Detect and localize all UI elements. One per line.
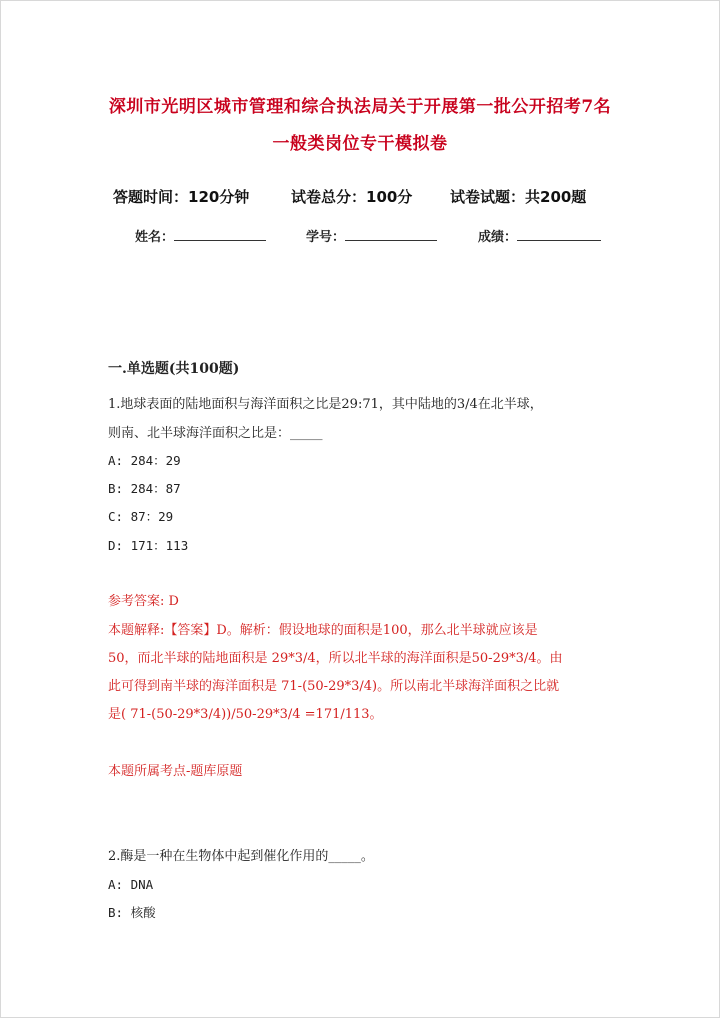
question-1-option-c: C: 87：29	[108, 509, 174, 524]
question-1-option-d: D: 171：113	[108, 538, 189, 553]
score-field	[478, 228, 601, 247]
question-1-explanation-line1: 本题解释:【答案】D。解析：假设地球的面积是100，那么北半球就应该是	[108, 623, 538, 638]
question-1-option-b: B: 284：87	[108, 481, 181, 496]
question-1-option-a: A: 284：29	[108, 453, 181, 468]
section-title: 一.单选题(共100题)	[108, 361, 240, 377]
id-blank[interactable]	[345, 228, 437, 241]
score-label: 成绩：	[478, 230, 518, 245]
name-field	[135, 228, 266, 247]
question-2-option-b: B: 核酸	[108, 905, 156, 920]
question-1-explanation-line2: 50，而北半球的陆地面积是 29*3/4，所以北半球的海洋面积是50-29*3/4。由	[108, 651, 563, 666]
id-field	[306, 228, 437, 247]
id-label: 学号：	[306, 230, 346, 245]
question-1-answer: 参考答案: D	[108, 594, 179, 609]
question-2-option-a: A: DNA	[108, 877, 154, 892]
question-1-explanation-line4: 是( 71-(50-29*3/4))/50-29*3/4 =171/113。	[108, 707, 383, 722]
exam-question-count: 试卷试题：共200题	[450, 188, 587, 206]
exam-title-line2: 一般类岗位专干模拟卷	[272, 134, 448, 154]
exam-title-line1: 深圳市光明区城市管理和综合执法局关于开展第一批公开招考7名	[108, 97, 612, 117]
question-2-stem: 2.酶是一种在生物体中起到催化作用的_____。	[108, 849, 374, 864]
question-1-stem-line2: 则南、北半球海洋面积之比是：_____	[108, 426, 323, 441]
question-1-explanation-line3: 此可得到南半球的海洋面积是 71-(50-29*3/4)。所以南北半球海洋面积之比就	[108, 679, 560, 694]
question-1-stem-line1: 1.地球表面的陆地面积与海洋面积之比是29:71，其中陆地的3/4在北半球，	[108, 397, 543, 412]
exam-time: 答题时间：120分钟	[113, 188, 250, 206]
question-1-source: 本题所属考点-题库原题	[108, 764, 243, 779]
name-label: 姓名：	[135, 230, 175, 245]
exam-total-score: 试卷总分：100分	[291, 188, 413, 206]
score-blank[interactable]	[517, 228, 601, 241]
name-blank[interactable]	[174, 228, 266, 241]
